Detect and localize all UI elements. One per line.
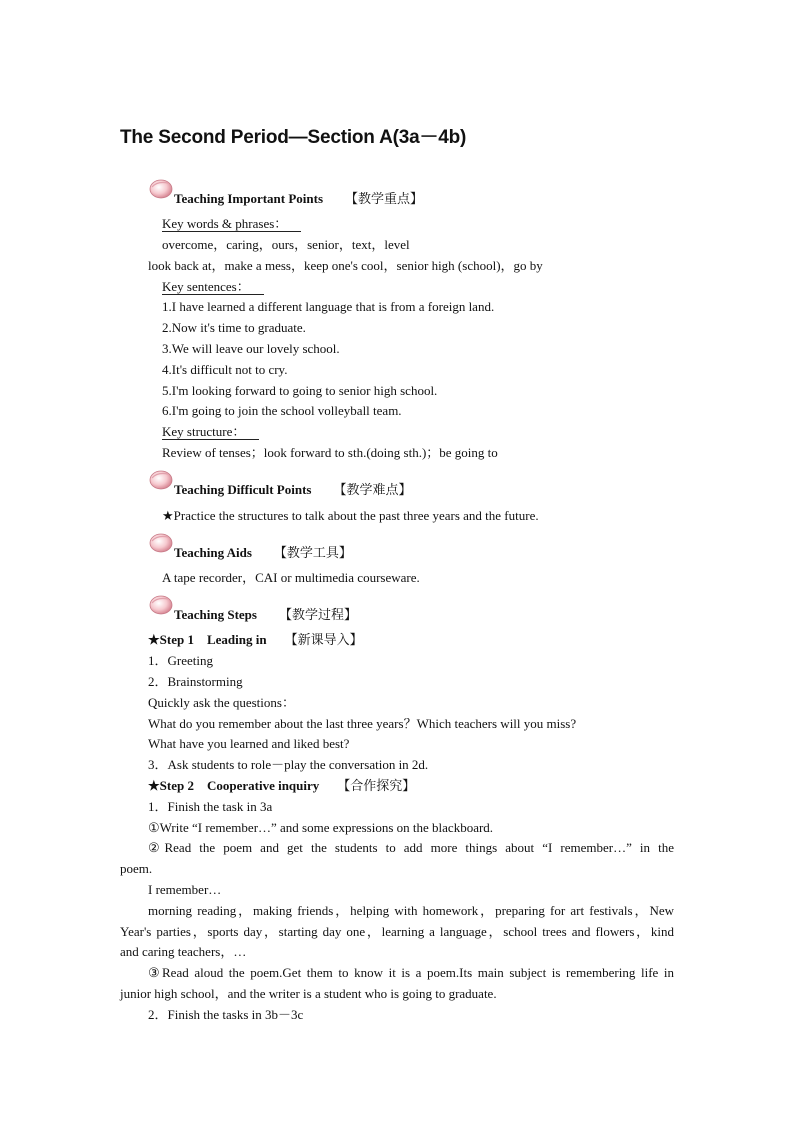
step1-item-question-b: What have you learned and liked best? <box>148 736 350 751</box>
key-structure-label <box>162 424 259 440</box>
step2-task2: 2．Finish the tasks in 3b－3c <box>148 1007 304 1022</box>
sentence-3: 3.We will leave our lovely school. <box>162 341 340 356</box>
key-structure-label-text: Key structure： <box>162 424 259 440</box>
heading-teaching-steps <box>174 606 357 625</box>
heading-difficult-points <box>174 481 412 500</box>
step2-paragraph-1: ①Write “I remember…” and some expressions on the blackboard. <box>148 820 494 835</box>
heading-aids-en: Teaching Aids <box>174 545 252 560</box>
step1-item-question-a: What do you remember about the last three years？Which teachers will you miss? <box>148 716 577 731</box>
step2-paragraph-4a: morning reading，making friends，helping with homework，preparing for art festivals，New <box>148 903 674 918</box>
key-words-label <box>162 216 301 232</box>
flower-bullet-icon <box>148 177 174 201</box>
step2-paragraph-4c: and caring teachers，… <box>120 944 247 959</box>
sentence-6: 6.I'm going to join the school volleyball team. <box>162 403 402 418</box>
step2-paragraph-3: I remember… <box>148 882 222 897</box>
key-words-line1: overcome，caring，ours，senior，text，level <box>162 237 410 252</box>
sentence-5: 5.I'm looking forward to going to senior high school. <box>162 383 438 398</box>
page-title: The Second Period—Section A(3a－4b) <box>120 127 467 148</box>
sentence-4: 4.It's difficult not to cry. <box>162 362 288 377</box>
heading-steps-cn: 【教学过程】 <box>278 608 357 623</box>
sentence-1: 1.I have learned a different language that is from a foreign land. <box>162 299 495 314</box>
step2-heading <box>148 777 415 796</box>
heading-important-en: Teaching Important Points <box>174 191 324 206</box>
flower-bullet-icon <box>148 468 174 492</box>
step1-title: ★Step 1 Leading in <box>148 632 267 647</box>
step1-item-roleplay: 3．Ask students to role－play the conversation in 2d. <box>148 757 429 772</box>
step2-paragraph-5b: junior high school，and the writer is a student who is going to graduate. <box>120 986 497 1001</box>
flower-bullet-icon <box>148 593 174 617</box>
key-structure-text: Review of tenses；look forward to sth.(doing sth.)；be going to <box>162 445 498 460</box>
heading-aids-cn: 【教学工具】 <box>273 546 352 561</box>
heading-teaching-aids <box>174 544 352 563</box>
step1-heading <box>148 631 363 650</box>
step1-cn: 【新课导入】 <box>284 633 363 648</box>
step1-item-greeting: 1．Greeting <box>148 653 213 668</box>
step2-paragraph-2a: ②Read the poem and get the students to add more things about “I remember…” in the <box>148 840 674 855</box>
step2-title: ★Step 2 Cooperative inquiry <box>148 778 320 793</box>
heading-steps-en: Teaching Steps <box>174 607 257 622</box>
step2-paragraph-5a: ③Read aloud the poem.Get them to know it is a poem.Its main subject is remembering life in <box>148 965 674 980</box>
step2-cn: 【合作探究】 <box>337 779 416 794</box>
sentence-2: 2.Now it's time to graduate. <box>162 320 306 335</box>
teaching-aids-text: A tape recorder，CAI or multimedia courseware. <box>162 570 420 585</box>
heading-difficult-cn: 【教学难点】 <box>333 483 412 498</box>
key-sentences-label-text: Key sentences： <box>162 279 264 295</box>
heading-important-points <box>174 190 423 209</box>
flower-bullet-icon <box>148 531 174 555</box>
step1-item-brainstorming: 2．Brainstorming <box>148 674 243 689</box>
step1-item-questions-label: Quickly ask the questions： <box>148 695 295 710</box>
heading-important-cn: 【教学重点】 <box>345 192 424 207</box>
step2-paragraph-4b: Year's parties，sports day，starting day one，learning a language，school trees and flowers，kind <box>120 924 674 939</box>
key-words-line2: look back at，make a mess，keep one's cool，senior high (school)，go by <box>148 258 543 273</box>
heading-difficult-en: Teaching Difficult Points <box>174 482 312 497</box>
step2-task1: 1．Finish the task in 3a <box>148 799 273 814</box>
key-sentences-label <box>162 279 264 295</box>
key-words-label-text: Key words & phrases： <box>162 216 301 232</box>
difficult-points-text: ★Practice the structures to talk about the past three years and the future. <box>162 508 539 523</box>
step2-paragraph-2b: poem. <box>120 861 153 876</box>
